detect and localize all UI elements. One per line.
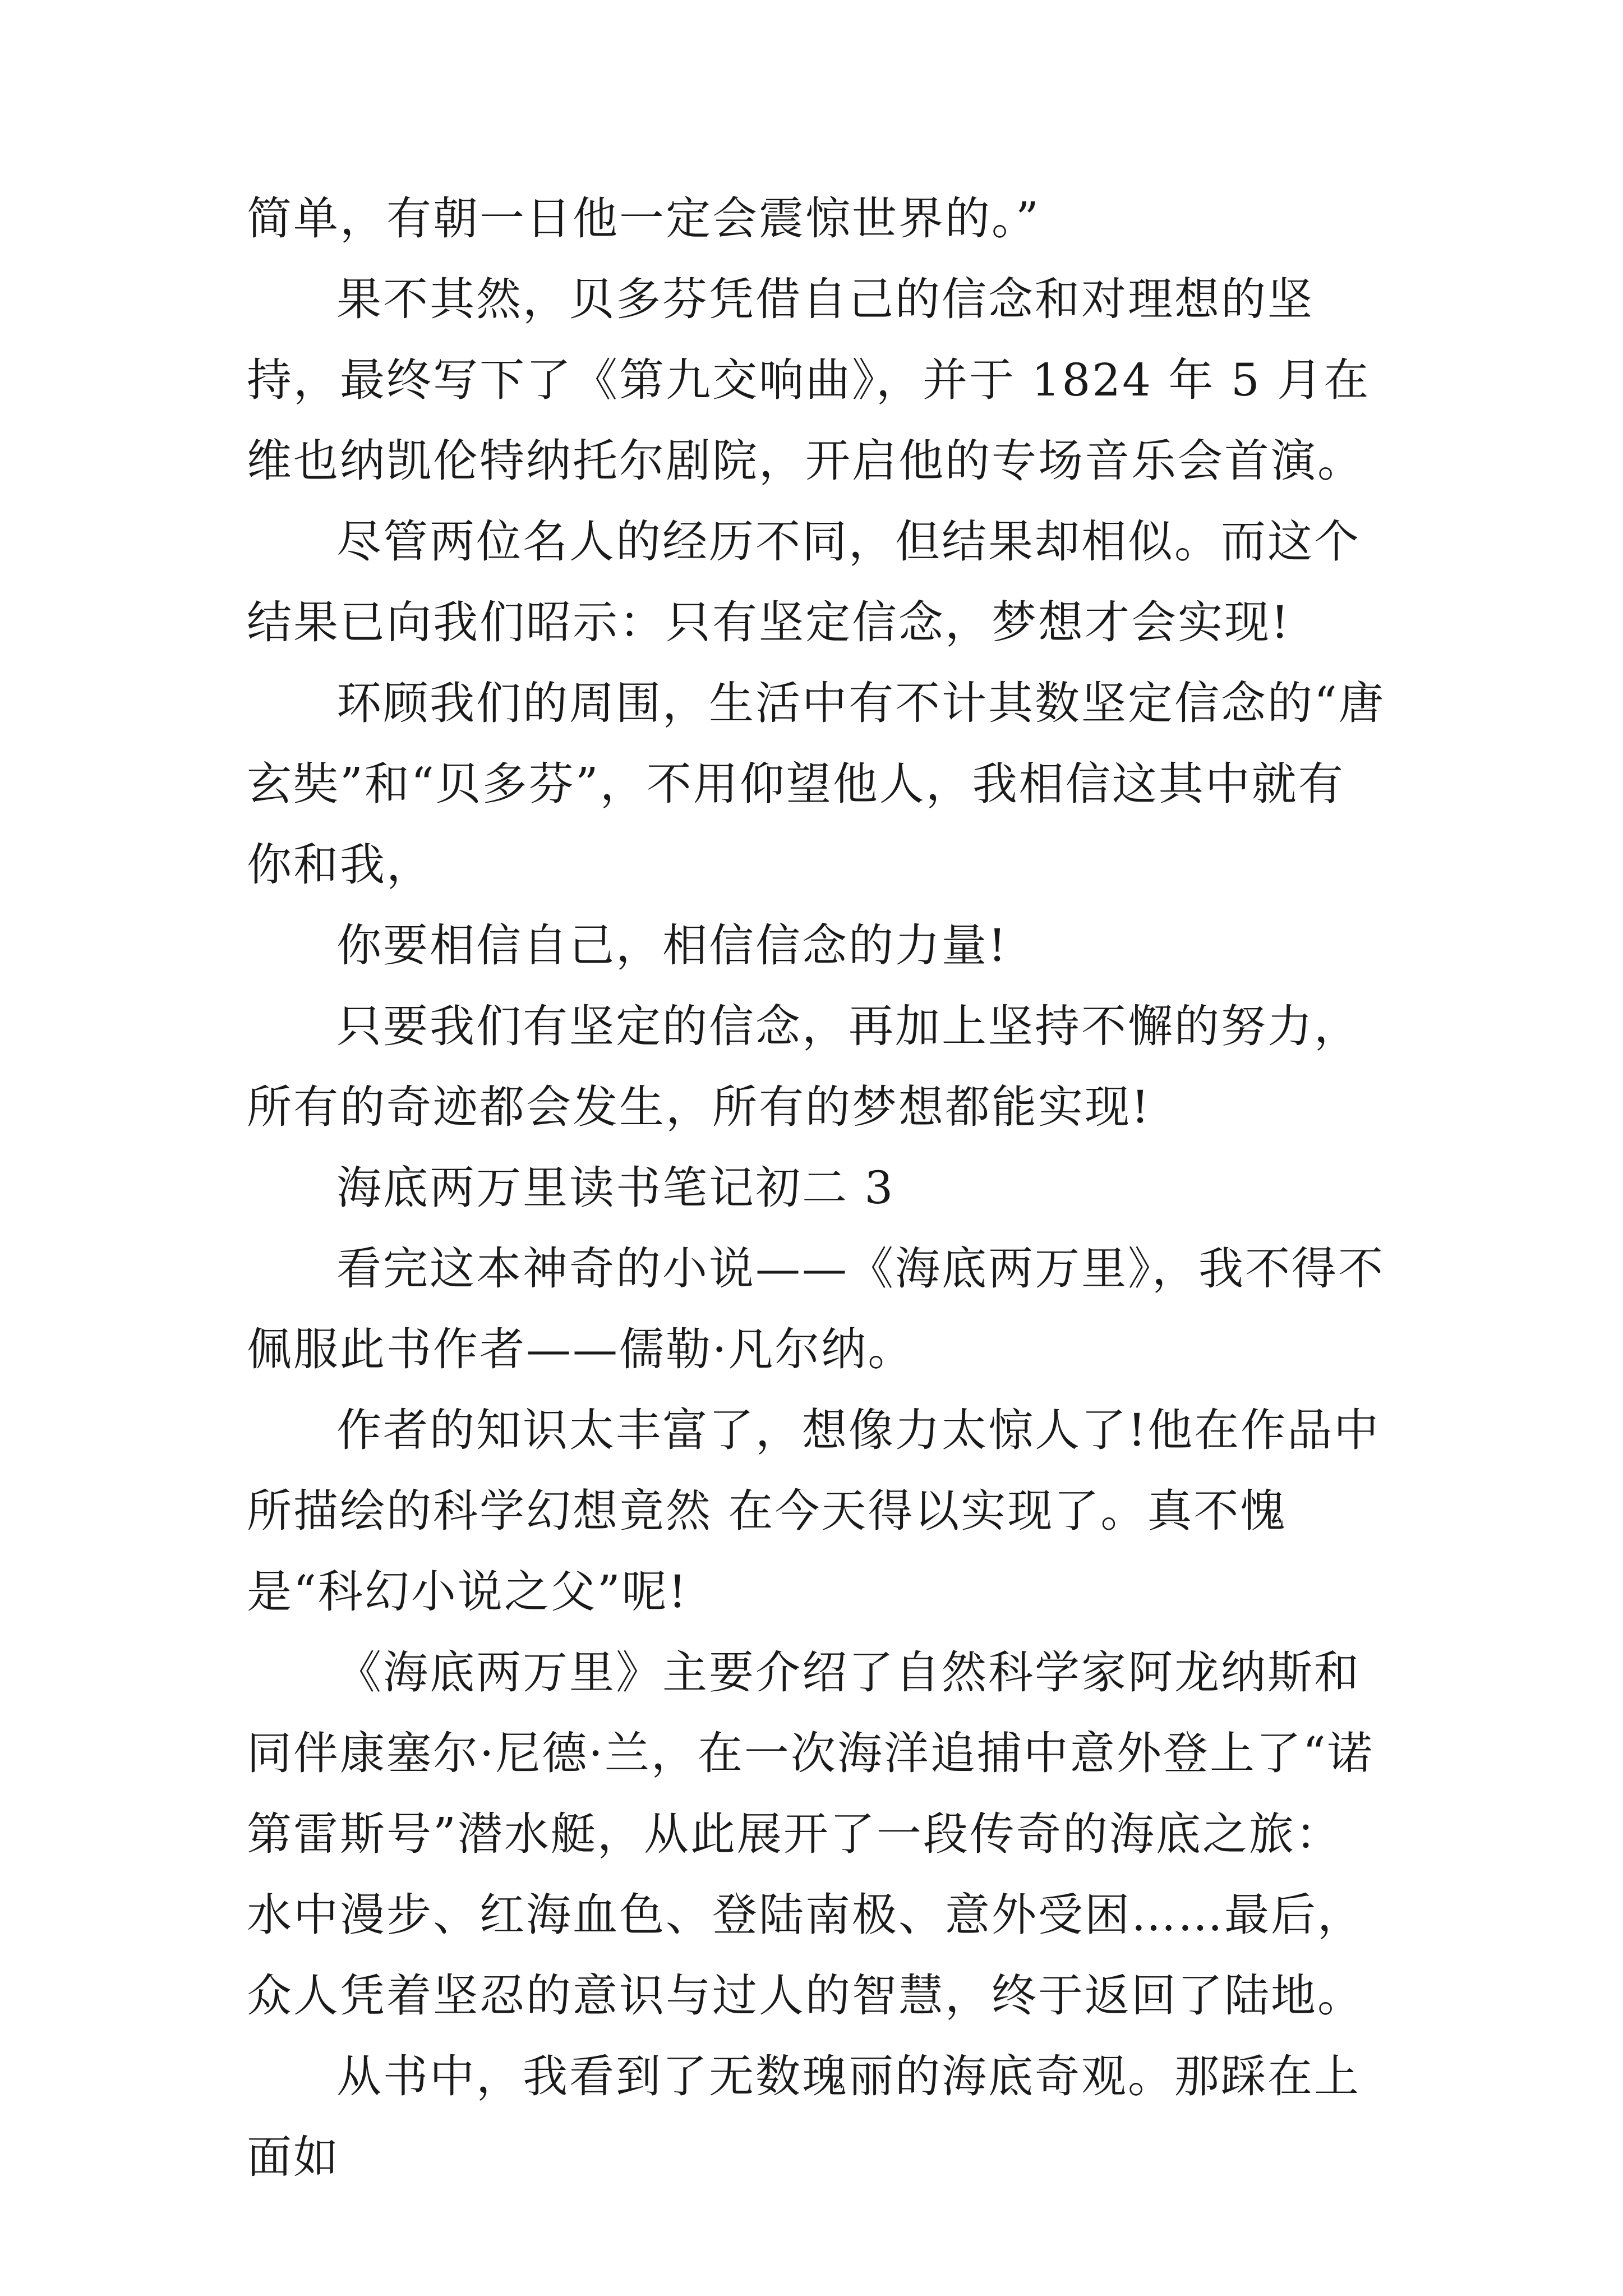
paragraph: 你要相信自己，相信信念的力量! (336, 919, 1008, 972)
paragraph: 从书中，我看到了无数瑰丽的海底奇观。那踩在上面如 (247, 2050, 1361, 2183)
section-heading: 海底两万里读书笔记初二 3 (336, 1162, 895, 1214)
paragraph: 尽管两位名人的经历不同，但结果却相似。而这个结果已向我们昭示：只有坚定信念，梦想才会实现! (247, 516, 1361, 648)
body-text (247, 178, 1385, 2198)
paragraph: 《海底两万里》主要介绍了自然科学家阿龙纳斯和同伴康塞尔·尼德·兰，在一次海洋追捕中意外登上了“诺第雷斯号”潜水艇，从此展开了一段传奇的海底之旅：水中漫步、红海血色、登陆南极、意外受困……最后，众人凭着坚忍的意识与过人的智慧，终于返回了陆地。 (247, 1646, 1374, 2022)
paragraph: 只要我们有坚定的信念，再加上坚持不懈的努力，所有的奇迹都会发生，所有的梦想都能实现! (247, 1000, 1361, 1133)
paragraph: 环顾我们的周围，生活中有不计其数坚定信念的“唐玄奘”和“贝多芬”，不用仰望他人，我相信这其中就有你和我， (247, 677, 1385, 891)
paragraph: 简单，有朝一日他一定会震惊世界的。” (247, 192, 1040, 245)
paragraph: 看完这本神奇的小说——《海底两万里》，我不得不佩服此书作者——儒勒·凡尔纳。 (247, 1243, 1385, 1375)
paragraph: 果不其然，贝多芬凭借自己的信念和对理想的坚持，最终写下了《第九交响曲》，并于 1824 年 5 月在维也纳凯伦特纳托尔剧院，开启他的专场音乐会首演。 (247, 273, 1371, 487)
paragraph: 作者的知识太丰富了，想像力太惊人了!他在作品中所描绘的科学幻想竟然 在今天得以实现了。真不愧是“科幻小说之父”呢! (247, 1404, 1381, 1618)
